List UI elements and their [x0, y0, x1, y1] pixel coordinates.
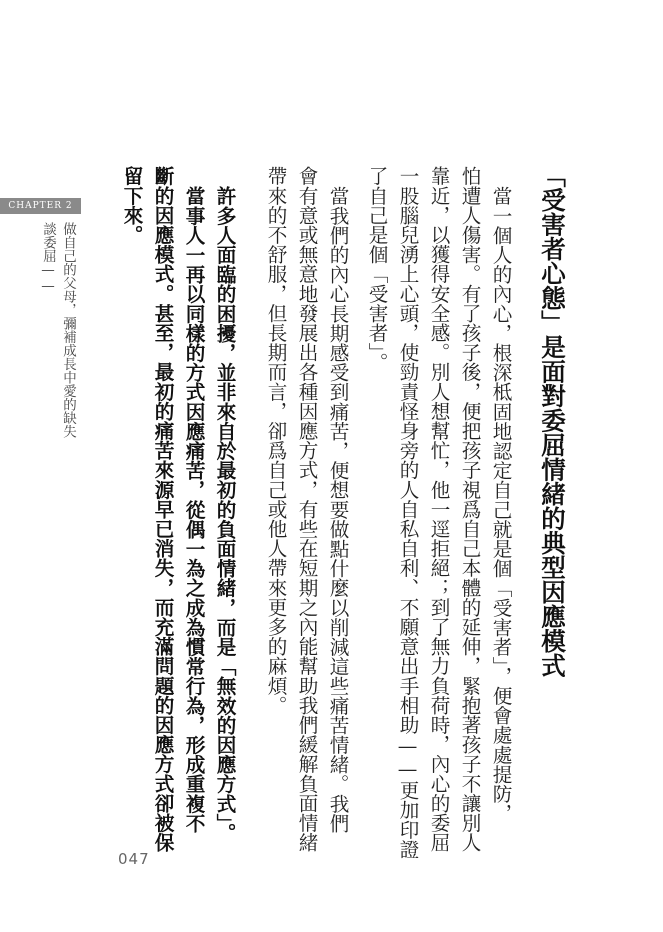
- body-column: 當一個人的內心，根深柢固地認定自己就是個「受害者」，便會處處提防，: [489, 186, 512, 823]
- emphasis-column: 留下來。: [120, 166, 143, 245]
- body-column: 了自己是個「受害者」。: [365, 166, 388, 372]
- body-column: 一股腦兒湧上心頭，使勁責怪身旁的人自私自利、不願意出手相助——更加印證: [396, 166, 419, 859]
- emphasis-column: 斷的因應模式。甚至，最初的痛苦來源早已消失，而充滿問題的因應方式卻被保: [151, 166, 174, 852]
- body-column: 會有意或無意地發展出各種因應方式，有些在短期之內能幫助我們緩解負面情緒: [295, 166, 318, 852]
- emphasis-column: 當事人一再以同樣的方式因應痛苦，從偶一為之成為慣常行為，形成重複不: [182, 186, 205, 833]
- emphasis-column: 許多人面臨的困擾，並非來自於最初的負面情緒，而是「無效的因應方式」。: [213, 186, 236, 843]
- body-column: 怕遭人傷害。有了孩子後，便把孩子視爲自己本體的延伸，緊抱著孩子不讓別人: [458, 166, 481, 852]
- chapter-subtitle-line2: 做自己的父母，彌補成長中愛的缺失: [60, 222, 76, 438]
- body-column: 當我們的內心長期感受到痛苦，便想要做點什麼以削減這些痛苦情緒。我們: [326, 186, 349, 833]
- page-number: 047: [118, 850, 150, 868]
- section-title: 「受害者心態」是面對委屈情緒的典型因應模式: [538, 163, 567, 678]
- chapter-tab: CHAPTER 2: [0, 198, 81, 214]
- body-column: 靠近，以獲得安全感。別人想幫忙，他一逕拒絕；到了無力負荷時，內心的委屈: [427, 166, 450, 852]
- chapter-subtitle-line1: 談委屈——: [40, 222, 56, 295]
- body-column: 帶來的不舒服，但長期而言，卻爲自己或他人帶來更多的麻煩。: [264, 166, 287, 715]
